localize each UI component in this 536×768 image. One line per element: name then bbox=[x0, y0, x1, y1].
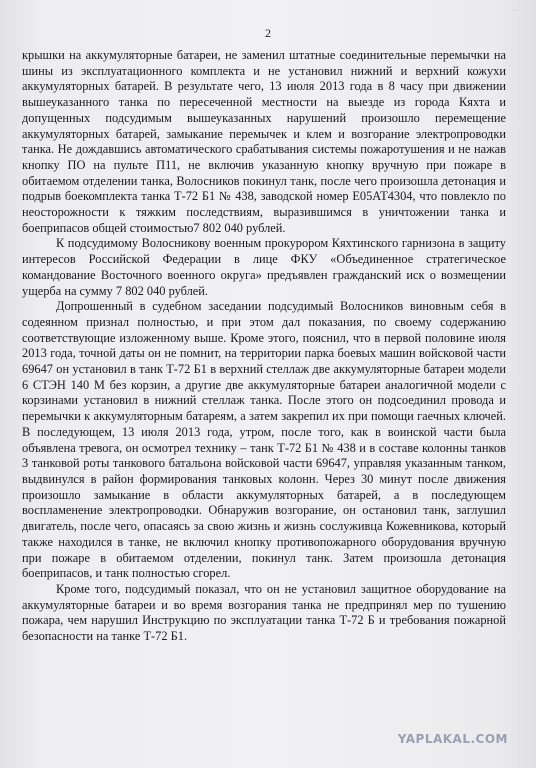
page-number: 2 bbox=[265, 26, 271, 40]
bleed-through-text: ... bbox=[511, 0, 520, 14]
paragraph-3: Допрошенный в судебном заседании подсудимый Волосников виновным себя в содеянном признал полностью, и при этом дал показания, по своему содержанию соответствующие изложенному выше. Кроме этого, пояснил, что в первой половине июля 2013 года, точной даты он не помнит, на территории парка боевых машин войсковой части 69647 он установил в танк Т-72 Б1 в верхний стеллаж две аккумуляторные батареи модели 6 СТЭН 140 М без корзин, а другие две аккумуляторные батареи аналогичной модели с корзинами установил в нижний стеллаж танка. После этого он подсоединил провода и перемычки к аккумуляторным батареям, а затем закрепил их при помощи гаечных ключей. В последующем, 13 июля 2013 года, утром, после того, как в воинской части была объявлена тревога, он осмотрел технику – танк Т-72 Б1 № 438 и в составе колонны танков 3 танковой роты танкового батальона войсковой части 69647, управляя указанным танком, выдвинулся в район формирования танковых колонн. Через 30 минут после движения произошло замыкание в области аккумуляторных батарей, а в последующем воспламенение электропроводки. Обнаружив возгорание, он остановил танк, заглушил двигатель, после чего, опасаясь за свою жизнь и жизнь сослуживца Кожевникова, который также находился в танке, не включил кнопку противопожарного оборудования вручную при пожаре в обитаемом отделении, покинул танк. Затем произошла детонация боеприпасов, и танк полностью сгорел. bbox=[22, 299, 506, 581]
paragraph-4: Кроме того, подсудимый показал, что он не установил защитное оборудование на аккумуляторные батареи и во время возгорания танка не предпринял мер по тушению пожара, чем нарушил Инструкцию по эксплуатации танка Т-72 Б и требования пожарной безопасности на танке Т-72 Б1. bbox=[22, 581, 506, 644]
paragraph-1: крышки на аккумуляторные батареи, не заменил штатные соединительные перемычки на шины из эксплуатационного комплекта и не установил нижний и верхний кожухи аккумуляторных батарей. В результате чего, 13 июля 2013 года в 8 часу при движении вышеуказанного танка по пересеченной местности на выезде из города Кяхта и допущенных подсудимым вышеуказанных нарушений произошло перемещение аккумуляторных батарей, замыкание перемычек и клем и возгорание электропроводки танка. Не дождавшись автоматического срабатывания системы пожаротушения и не нажав кнопку ПО на пульте П11, не включив указанную кнопку вручную при пожаре в обитаемом отделении танка, Волосников покинул танк, после чего произошла детонация и подрыв боекомплекта танка Т-72 Б1 № 438, заводской номер Е05АТ4304, что повлекло по неосторожности к тяжким последствиям, выразившимся в уничтожении танка и боеприпасов общей стоимостью7 802 040 рублей. bbox=[22, 48, 506, 235]
watermark-logo: YAPLAKAL.COM bbox=[397, 732, 508, 746]
document-body bbox=[22, 48, 506, 645]
paragraph-2: К подсудимому Волосникову военным прокурором Кяхтинского гарнизона в защиту интересов Российской Федерации в лице ФКУ «Объединенное стратегическое командование Восточного военного округа» предъявлен гражданский иск о возмещении ущерба на сумму 7 802 040 рублей. bbox=[22, 236, 506, 298]
